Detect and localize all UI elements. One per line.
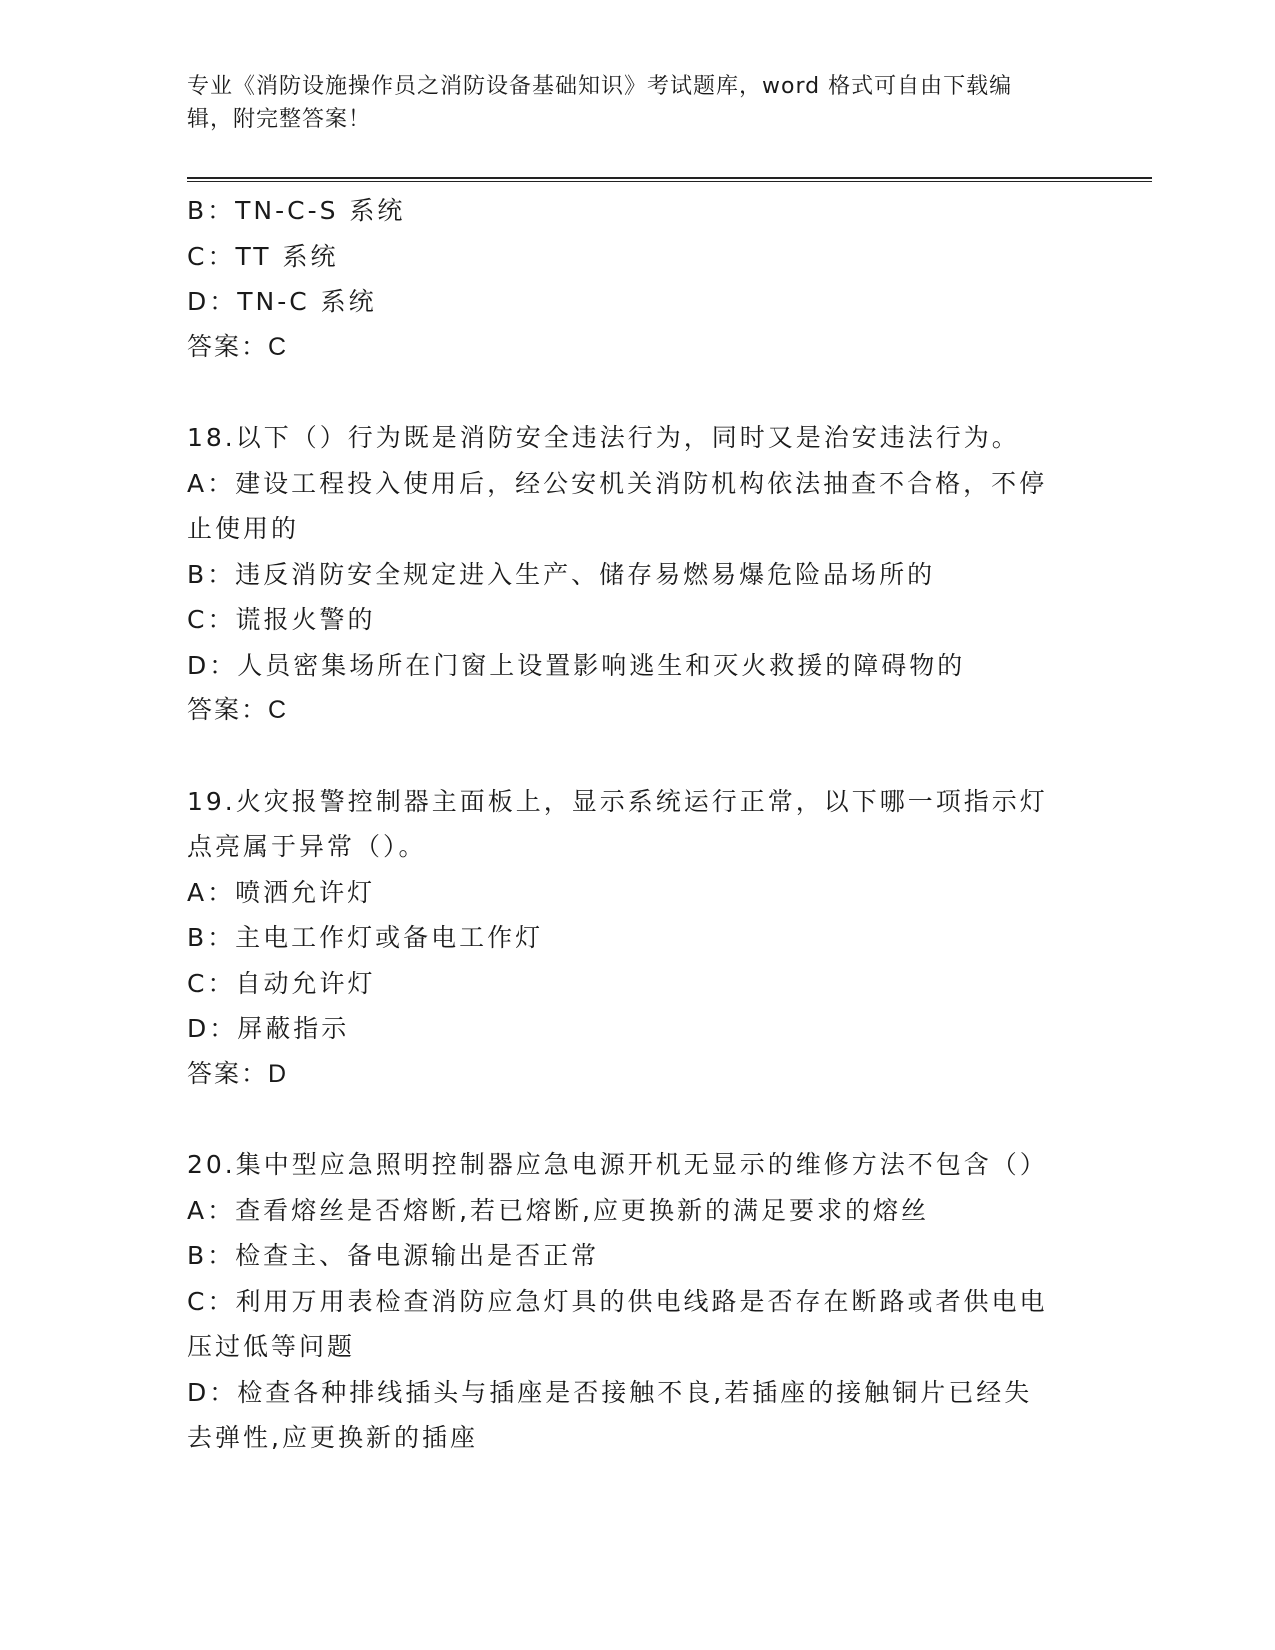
option-d: D：屏蔽指示 xyxy=(187,1014,350,1043)
option-d: D：检查各种排线插头与插座是否接触不良,若插座的接触铜片已经失 xyxy=(187,1377,1033,1407)
option-a: A：建设工程投入使用后，经公安机关消防机构依法抽查不合格，不停 xyxy=(187,468,1048,498)
question-19 xyxy=(187,779,1077,1098)
question-17-tail xyxy=(187,188,1077,370)
answer: 答案：C xyxy=(187,332,289,361)
option-c: C：自动允许灯 xyxy=(187,968,376,998)
option-a: A：喷洒允许灯 xyxy=(187,877,376,907)
page-header xyxy=(187,70,1067,136)
option-a-continued: 止使用的 xyxy=(187,514,300,543)
option-b: B：检查主、备电源输出是否正常 xyxy=(187,1241,600,1270)
question-20 xyxy=(187,1142,1077,1461)
option-c-continued: 压过低等问题 xyxy=(187,1332,356,1361)
question-stem-continued: 点亮属于异常（）。 xyxy=(187,832,427,861)
option-d: D：人员密集场所在门窗上设置影响逃生和灭火救援的障碍物的 xyxy=(187,650,966,680)
question-content xyxy=(187,188,1077,1461)
question-stem: 18.以下（）行为既是消防安全违法行为，同时又是治安违法行为。 xyxy=(187,423,1020,452)
option-c: C：谎报火警的 xyxy=(187,605,376,634)
question-stem: 20.集中型应急照明控制器应急电源开机无显示的维修方法不包含（） xyxy=(187,1150,1048,1179)
question-18 xyxy=(187,415,1077,734)
option-c: C：TT 系统 xyxy=(187,241,339,271)
option-d-continued: 去弹性,应更换新的插座 xyxy=(187,1423,478,1452)
option-b: B：主电工作灯或备电工作灯 xyxy=(187,923,544,952)
answer: 答案：D xyxy=(187,1059,289,1088)
header-line-1: 专业《消防设施操作员之消防设备基础知识》考试题库，word 格式可自由下载编 xyxy=(187,74,1013,99)
question-stem: 19.火灾报警控制器主面板上，显示系统运行正常，以下哪一项指示灯 xyxy=(187,786,1048,816)
answer: 答案：C xyxy=(187,696,289,724)
option-a: A：查看熔丝是否熔断,若已熔断,应更换新的满足要求的熔丝 xyxy=(187,1195,929,1225)
header-line-2: 辑，附完整答案！ xyxy=(187,107,372,132)
option-b: B：违反消防安全规定进入生产、储存易燃易爆危险品场所的 xyxy=(187,559,936,589)
option-c: C：利用万用表检查消防应急灯具的供电线路是否存在断路或者供电电 xyxy=(187,1286,1048,1316)
option-d: D：TN-C 系统 xyxy=(187,287,377,316)
header-divider xyxy=(187,177,1152,182)
option-b: B：TN-C-S 系统 xyxy=(187,196,406,225)
